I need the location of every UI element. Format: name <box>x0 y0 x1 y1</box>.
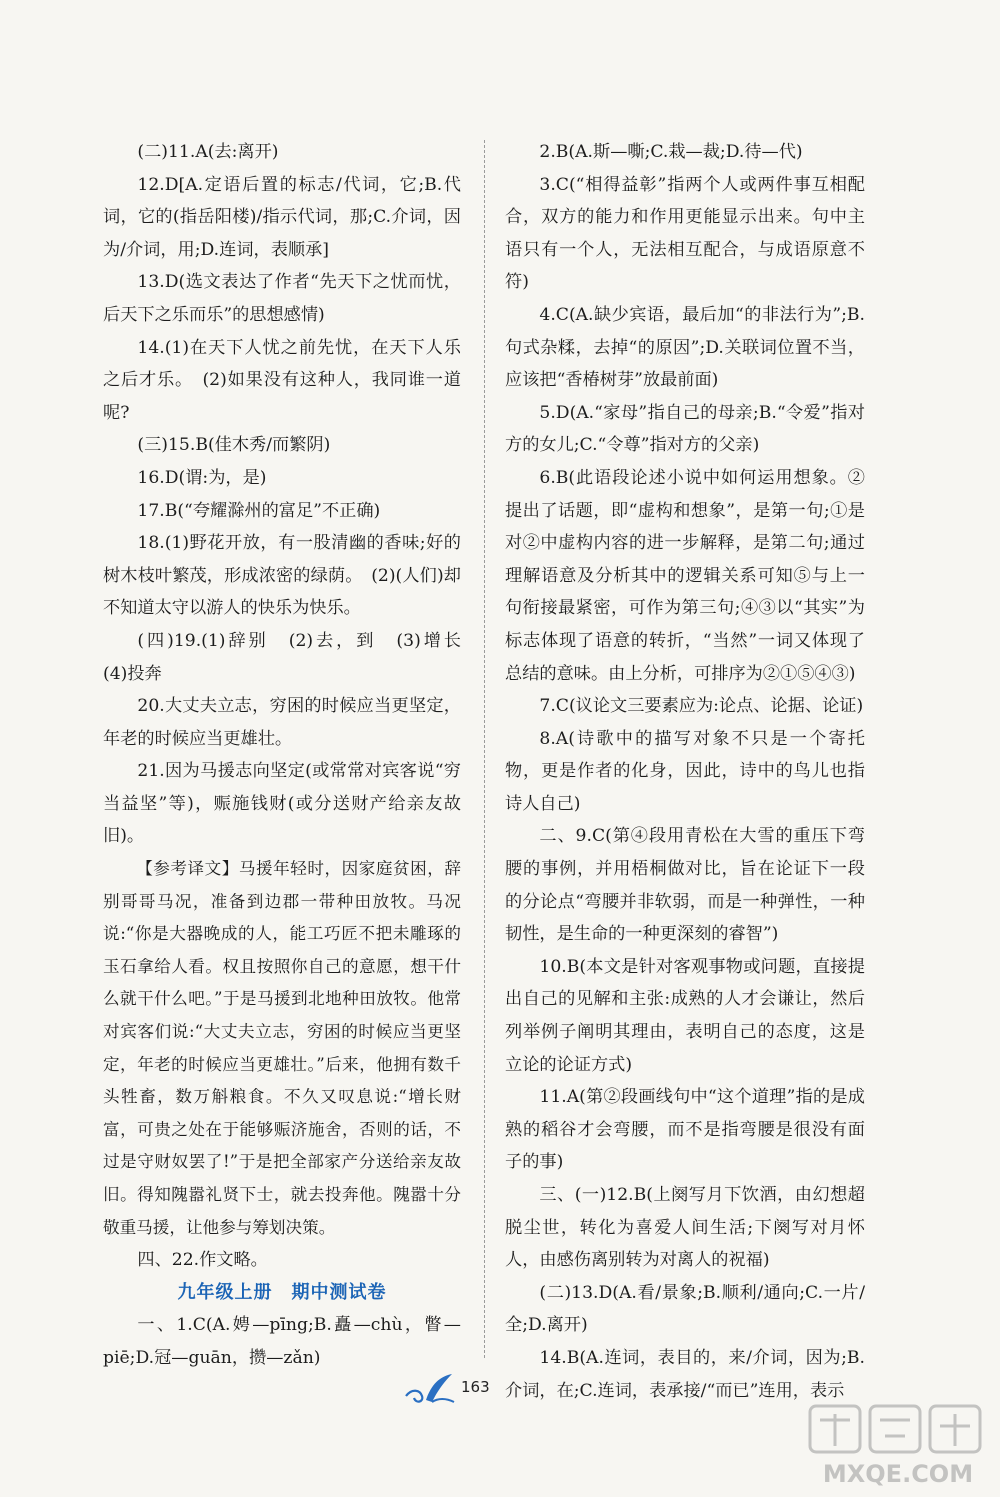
answer-item: 14.B(A.连词，表目的，来/介词，因为;B.介词，在;C.连词，表承接/“而已”连用，表示 <box>505 1347 865 1401</box>
page-ornament-icon <box>402 1368 458 1408</box>
answer-item: 18.(1)野花开放，有一股清幽的香味;好的树木枝叶繁茂，形成浓密的绿荫。 (2)(人们)却不知道太守以游人的快乐为快乐。 <box>103 533 461 619</box>
answer-item: 5.D(A.“家母”指自己的母亲;B.“令爱”指对方的女儿;C.“令尊”指对方的父亲) <box>505 402 865 456</box>
answer-item: 8.A(诗歌中的描写对象不只是一个寄托物，更是作者的化身，因此，诗中的鸟儿也指诗人自己) <box>505 728 865 814</box>
left-column <box>103 136 479 1375</box>
answer-item: 三、(一)12.B(上阕写月下饮酒，由幻想超脱尘世，转化为喜爱人间生活;下阕写对月怀人，由感伤离别转为对离人的祝福) <box>505 1185 865 1271</box>
answer-item: 21.因为马援志向坚定(或常常对宾客说“穷当益坚”等)，赈施钱财(或分送财产给亲友故旧)。 <box>103 761 461 847</box>
answer-item: 13.D(选文表达了作者“先天下之忧而忧，后天下之乐而乐”的思想感情) <box>103 272 461 325</box>
answer-item: (四)19.(1)辞别 (2)去，到 (3)增长 (4)投奔 <box>103 630 479 684</box>
reference-translation: 【参考译文】马援年轻时，因家庭贫困，辞别哥哥马况，准备到边郡一带种田放牧。马况说:“你是大器晚成的人，能工巧匠不把未雕琢的玉石拿给人看。权且按照你自己的意愿，想干什么就干什么吧。”于是马援到北地种田放牧。他常对宾客们说:“大丈夫立志，穷困的时候应当更坚定，年老的时候应当更雄壮。”后来，他拥有数千头牲畜，数万斛粮食。不久又叹息说:“增长财富，可贵之处在于能够赈济施舍，否则的话，不过是守财奴罢了!”于是把全部家产分送给亲友故旧。得知隗嚣礼贤下士，就去投奔他。隗嚣十分敬重马援，让他参与筹划决策。 <box>103 859 461 1237</box>
watermark-logo-icon <box>800 1396 996 1496</box>
section-title: 九年级上册 期中测试卷 <box>177 1281 387 1303</box>
answer-item: 2.B(A.斯—嘶;C.栽—裁;D.待—代) <box>539 142 803 162</box>
answer-item: 四、22.作文略。 <box>137 1250 268 1271</box>
answer-item: (二)13.D(A.看/景象;B.顺利/通向;C.一片/全;D.离开) <box>505 1282 865 1336</box>
answer-item: 12.D[A.定语后置的标志/代词，它;B.代词，它的(指岳阳楼)/指示代词，那;C.介词，因为/介词，用;D.连词，表顺承] <box>103 174 461 260</box>
answer-item: 20.大丈夫立志，穷困的时候应当更坚定，年老的时候应当更雄壮。 <box>103 696 461 749</box>
column-divider <box>484 140 485 1358</box>
answer-item: 10.B(本文是针对客观事物或问题，直接提出自己的见解和主张:成熟的人才会谦让，然后列举例子阐明其理由，表明自己的态度，这是立论的论证方式) <box>505 956 865 1075</box>
answer-item: (三)15.B(佳木秀/而繁阴) <box>137 435 331 456</box>
watermark-text: MXQE.COM <box>822 1460 974 1488</box>
answer-item: (二)11.A(去:离开) <box>137 142 279 162</box>
right-column <box>505 136 865 1407</box>
answer-item: 4.C(A.缺少宾语，最后加“的非法行为”;B.句式杂糅，去掉“的原因”;D.关联词位置不当，应该把“香椿树芽”放最前面) <box>505 304 865 391</box>
page-number: 163 <box>461 1378 490 1396</box>
answer-item: 17.B(“夸耀滁州的富足”不正确) <box>137 500 381 521</box>
answer-item: 11.A(第②段画线句中“这个道理”指的是成熟的稻谷才会弯腰，而不是指弯腰是很没有面子的事) <box>505 1087 865 1173</box>
answer-item: 二、9.C(第④段用青松在大雪的重压下弯腰的事例，并用梧桐做对比，旨在论证下一段的分论点“弯腰并非软弱，而是一种弹性，一种韧性，是生命的一种更深刻的睿智”) <box>505 826 865 945</box>
answer-item: 7.C(议论文三要素应为:论点、论据、论证) <box>539 696 864 717</box>
answer-item: 3.C(“相得益彰”指两个人或两件事互相配合，双方的能力和作用更能显示出来。句中主语只有一个人，无法相互配合，与成语原意不符) <box>505 174 865 293</box>
answer-item: 6.B(此语段论述小说中如何运用想象。②提出了话题，即“虚构和想象”，是第一句;①是对②中虚构内容的进一步解释，是第二句;通过理解语意及分析其中的逻辑关系可知⑤与上一句衔接最紧密，可作为第三句;④③以“其实”为标志体现了语意的转折，“当然”一词又体现了总结的意味。由上分析，可排序为②①⑤④③) <box>505 467 865 684</box>
answer-item: 14.(1)在天下人忧之前先忧，在天下人乐之后才乐。 (2)如果没有这种人，我同谁一道呢? <box>103 337 461 423</box>
answer-item: 16.D(谓:为，是) <box>137 467 267 488</box>
answer-item: 一、1.C(A.娉—pīng;B.矗—chù，瞥—piē;D.冠—guān，攒—zǎn) <box>103 1315 461 1368</box>
